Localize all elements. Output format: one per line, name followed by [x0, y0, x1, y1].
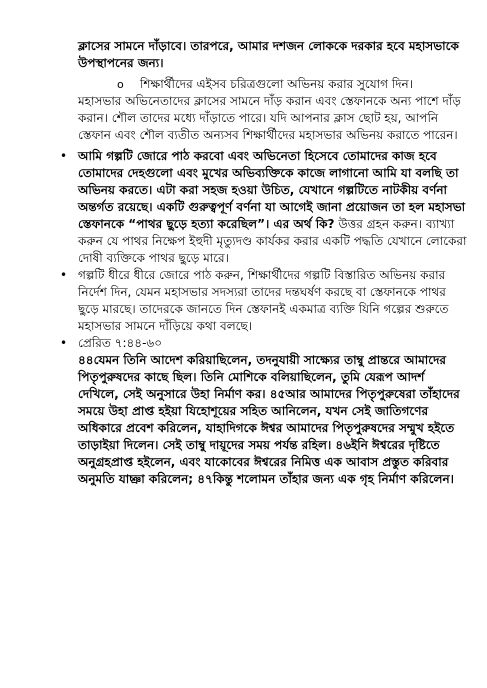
- intro-paragraph: ক্লাসের সামনে দাঁড়াবে। তারপরে, আমার দশজন লোককে দরকার হবে মহাসভাকে উপস্থাপনের জন্য।: [78, 39, 459, 70]
- bullet-2-text: গল্পটি ধীরে ধীরে জোরে পাঠ করুন, শিক্ষার্থীদের গল্পটি বিস্তারিত অভিনয় করার নির্দেশ দিন, যেমন মহাসভার সদস্যরা তাদের দন্তঘর্ষণ করছে বা স্তেফানকে পাথর ছুড়ে মারছে। তাদেরকে জানতে দিন স্তেফানই একমাত্র ব্যক্তি যিনি গল্পের শুরুতে মহাসভার সামনে দাঁড়িয়ে কথা বলছে।: [78, 268, 449, 333]
- sub-bullet-first-line: শিক্ষার্থীদের এইসব চরিত্রগুলো অভিনয় করার সুযোগ দিন।: [140, 77, 414, 91]
- bullet-1-bold-text: আমি গল্পটি জোরে পাঠ করবো এবং অভিনেতা হিসেবে তোমাদের কাজ হবে তোমাদের দেহগুলো এবং মুখের অভিব্যক্তিকে কাজে লাগানো আমি যা বলছি তা অভিনয় করতে। এটা করা সহজ হওয়া উচিত, যেখানে গল্পটিতে নাটকীয় বর্ণনা অন্তর্গত রয়েছে। একটি গুরুত্বপূর্ণ বর্ণনা যা আগেই জানা প্রয়োজন তা হল মহাসভা স্তেফানকে “পাথর ছুড়ে হত্যা করেছিল”। এর অর্থ কি?: [78, 149, 466, 231]
- sub-bullet-text: মহাসভার অভিনেতাদের ক্লাসের সামনে দাঁড় করান এবং স্তেফানকে অন্য পাশে দাঁড় করান। শৌল তাদের মধ্যে দাঁড়াতে পারে। যদি আপনার ক্লাস ছোট হয়, আপনি স্তেফান এবং শৌল ব্যতীত অন্যসব শিক্ষার্থীদের মহাসভার অভিনয় করাতে পারেন।: [78, 94, 461, 142]
- bullet-1-normal-text: উত্তর গ্রহন করুন। ব্যাখ্যা করুন যে পাথর নিক্ষেপ ইহুদী মৃত্যুদণ্ড কার্যকর করার একটি পদ্ধতি যেখানে লোকেরা দোষী ব্যক্তিকে পাথর ছুড়ে মারে।: [78, 217, 467, 265]
- bullet-marker: •: [60, 268, 68, 282]
- bullet-item-2: [60, 267, 467, 335]
- sub-bullet-marker: o: [117, 78, 124, 91]
- bullet-item-1: [60, 148, 467, 267]
- bullet-marker: •: [60, 336, 68, 350]
- bullet-item-3: [60, 335, 467, 352]
- scripture-passage: ৪৪যেমন তিনি আদেশ করিয়াছিলেন, তদনুযায়ী সাক্ষ্যের তাম্বু প্রান্তরে আমাদের পিতৃপুরুষদের কাছে ছিল। তিনি মোশিকে বলিয়াছিলেন, তুমি যেরূপ আদর্শ দেখিলে, সেই অনুসারে উহা নির্মাণ কর। ৪৫আর আমাদের পিতৃপুরুষেরা তাঁহাদের সময়ে উহা প্রাপ্ত হইয়া যিহোশূয়ের সহিত আনিলেন, যখন সেই জাতিগণের অধিকারে প্রবেশ করিলেন, যাহাদিগকে ঈশ্বর আমাদের পিতৃপুরুষদের সম্মুখ হইতে তাড়াইয়া দিলেন। সেই তাম্বু দায়ূদের সময় পর্যন্ত রহিল। ৪৬ইনি ঈশ্বরের দৃষ্টিতে অনুগ্রহপ্রাপ্ত হইলেন, এবং যাকোবের ঈশ্বরের নিমিত্ত এক আবাস প্রস্তুত করিবার অনুমতি যাচ্ঞা করিলেন; ৪৭কিন্তু শলোমন তাঁহার জন্য এক গৃহ নির্মাণ করিলেন।: [78, 353, 460, 486]
- bullet-marker: •: [60, 149, 68, 163]
- scripture-reference: প্রেরিত ৭:৪৪-৬০: [78, 336, 163, 350]
- sub-bullet-item: [78, 76, 467, 144]
